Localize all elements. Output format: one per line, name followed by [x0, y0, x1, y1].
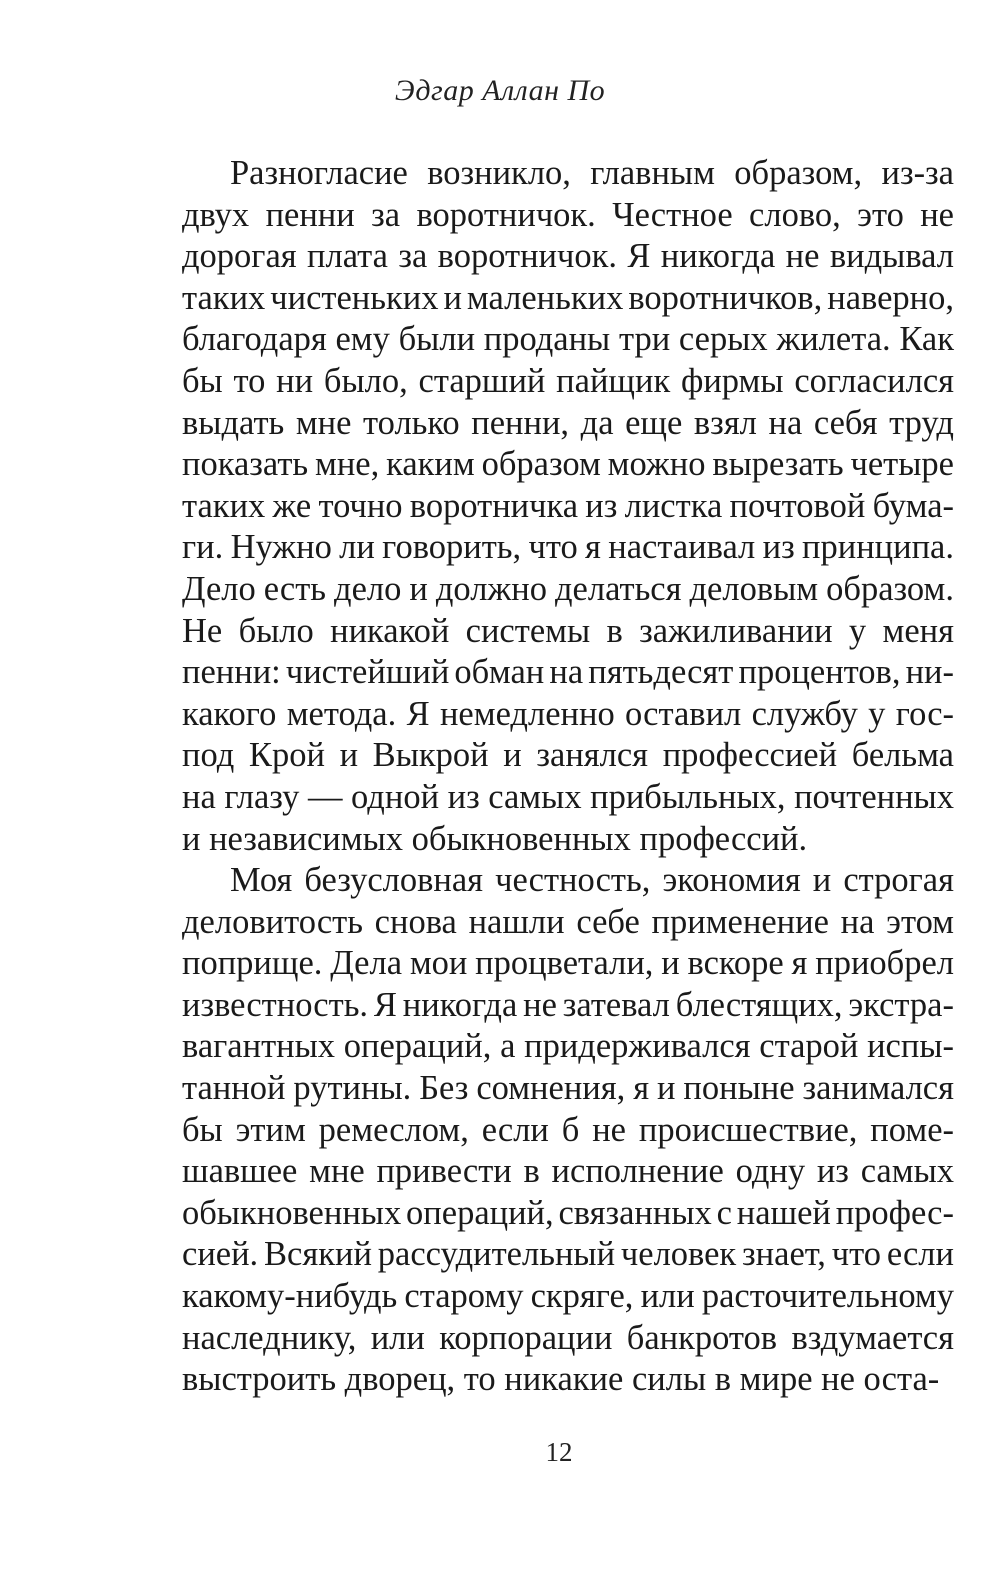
- text-line: благодаря ему были проданы три серых жилета. Как: [182, 320, 954, 359]
- text-line: таких же точно воротничка из листка почтовой бума-: [182, 486, 954, 525]
- text-line: обыкновенных операций, связанных с нашей профес-: [182, 1193, 954, 1232]
- page-number: 12: [545, 1437, 573, 1467]
- text-line: двух пенни за воротничок. Честное слово, это не: [182, 195, 954, 234]
- text-line: показать мне, каким образом можно вырезать четыре: [182, 445, 954, 484]
- text-line: Моя безусловная честность, экономия и строгая: [230, 861, 954, 900]
- text-line: пенни: чистейший обман на пятьдесят процентов, ни-: [182, 653, 954, 692]
- text-line: бы то ни было, старший пайщик фирмы согласился: [182, 361, 954, 400]
- text-line: какого метода. Я немедленно оставил службу у гос-: [182, 694, 954, 733]
- text-line: Разногласие возникло, главным образом, из-за: [230, 154, 954, 192]
- running-title: Эдгар Аллан По: [394, 74, 606, 107]
- text-line: танной рутины. Без сомнения, я и поныне занимался: [182, 1069, 954, 1108]
- text-line: какому-нибудь старому скряге, или расточительному: [182, 1277, 954, 1316]
- paragraph-2: [182, 861, 954, 1402]
- text-line: ги. Нужно ли говорить, что я настаивал из принципа.: [182, 528, 954, 567]
- paragraph-1: [182, 154, 954, 861]
- text-line: на глазу — одной из самых прибыльных, почтенных: [182, 777, 954, 816]
- text-line: под Крой и Выкрой и занялся профессией бельма: [182, 736, 954, 775]
- text-line: таких чистеньких и маленьких воротничков, наверно,: [182, 278, 954, 317]
- body-text: [182, 154, 954, 1402]
- text-line: Не было никакой системы в зажиливании у меня: [182, 611, 954, 650]
- text-line: дорогая плата за воротничок. Я никогда не видывал: [182, 237, 954, 276]
- text-line: вагантных операций, а придерживался старой испы-: [182, 1027, 954, 1066]
- text-line: выдать мне только пенни, да еще взял на себя труд: [182, 403, 954, 442]
- text-line: наследнику, или корпорации банкротов вздумается: [182, 1318, 954, 1357]
- text-line: сией. Всякий рассудительный человек знает, что если: [182, 1235, 954, 1274]
- text-line: поприще. Дела мои процветали, и вскоре я приобрел: [182, 944, 954, 983]
- text-line: известность. Я никогда не затевал блестящих, экстра-: [182, 985, 954, 1024]
- text-line: деловитость снова нашли себе применение на этом: [182, 902, 954, 941]
- text-line: и независимых обыкновенных профессий.: [182, 819, 808, 858]
- text-line: бы этим ремеслом, если б не происшествие, поме-: [182, 1110, 954, 1149]
- text-line: шавшее мне привести в исполнение одну из самых: [182, 1152, 954, 1191]
- text-line: выстроить дворец, то никакие силы в мире не оста-: [182, 1360, 940, 1399]
- text-line: Дело есть дело и должно делаться деловым образом.: [182, 569, 954, 608]
